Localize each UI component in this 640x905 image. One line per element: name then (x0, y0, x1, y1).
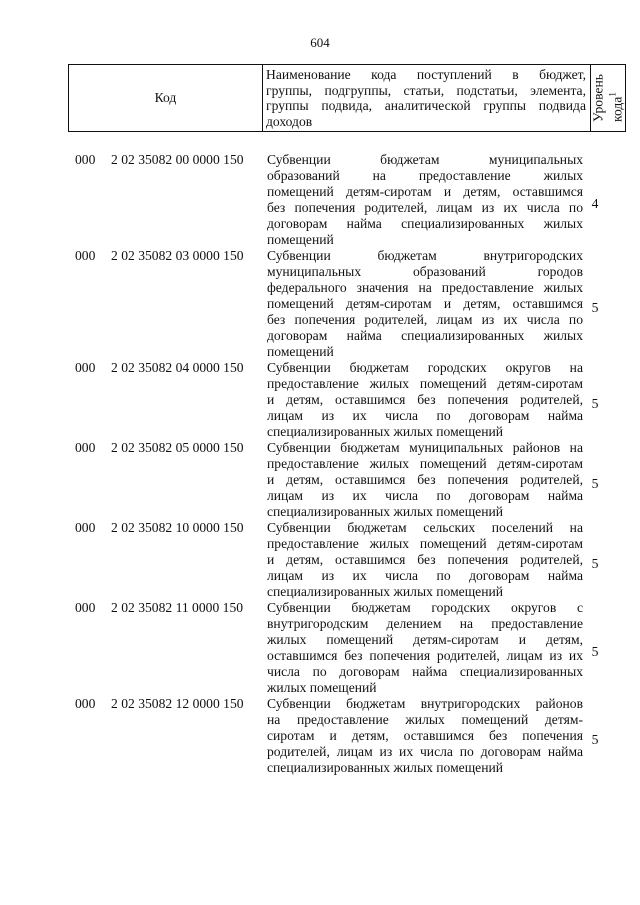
revenue-name-line: предоставление жилых помещений детям-сиротам (267, 456, 583, 471)
admin-code: 000 (75, 152, 96, 167)
admin-code: 000 (75, 520, 96, 535)
page-number: 604 (310, 35, 330, 50)
revenue-name-line: Субвенции бюджетам муниципальных районов на (267, 440, 583, 455)
admin-code: 000 (75, 696, 96, 711)
revenue-name-line: и детям, оставшимся без попечения родителей, (267, 472, 583, 487)
header-level-line1: Уровень (590, 74, 606, 123)
header-name-line: группы подвида, аналитической группы подвида (266, 98, 586, 114)
admin-code: 000 (75, 360, 96, 375)
header-level-line2: кода$^1$ (607, 92, 625, 123)
revenue-name-line: помещений (267, 232, 334, 247)
revenue-name-line: Субвенции бюджетам внутригородских (267, 248, 583, 263)
code-level: 5 (591, 732, 599, 747)
code-level: 5 (591, 476, 599, 491)
revenue-name (267, 152, 583, 248)
header-name-cell (263, 65, 591, 132)
revenue-name-line: специализированных жилых помещений (267, 760, 504, 775)
revenue-name-line: договорам найма специализированных жилых (267, 216, 583, 231)
admin-code: 000 (75, 600, 96, 615)
revenue-name-line: помещений детям-сиротам и детям, оставшимся (267, 296, 583, 311)
code-level: 4 (591, 196, 599, 211)
code-level: 5 (591, 300, 599, 315)
revenue-name-line: лицам из их числа по договорам найма (267, 568, 583, 583)
revenue-name-line: сиротам и детям, оставшимся без попечения (267, 728, 583, 743)
table-row (75, 520, 615, 600)
table-header (68, 64, 626, 132)
header-level-footnote: 1 (607, 92, 618, 97)
revenue-name (267, 360, 583, 440)
revenue-name-line: лицам из их числа по договорам найма (267, 408, 583, 423)
table-row (75, 248, 615, 360)
revenue-code: 2 02 35082 04 0000 150 (111, 360, 244, 375)
revenue-code: 2 02 35082 05 0000 150 (111, 440, 244, 455)
code-level: 5 (591, 396, 599, 411)
revenue-name-line: специализированных жилых помещений (267, 504, 504, 519)
revenue-name-line: помещений детям-сиротам и детям, оставшимся (267, 184, 583, 199)
revenue-name-line: специализированных жилых помещений (267, 584, 504, 599)
revenue-name (267, 600, 583, 696)
revenue-code: 2 02 35082 12 0000 150 (111, 696, 244, 711)
revenue-name-line: предоставление жилых помещений детям-сиротам (267, 536, 583, 551)
revenue-name-line: и детям, оставшимся без попечения родителей, (267, 552, 583, 567)
revenue-code: 2 02 35082 11 0000 150 (111, 600, 244, 615)
revenue-name-line: Субвенции бюджетам муниципальных (267, 152, 583, 167)
header-code-cell: Код (69, 65, 263, 132)
revenue-name (267, 520, 583, 600)
table-row (75, 696, 615, 776)
revenue-name-line: договорам найма специализированных жилых (267, 328, 583, 343)
header-name-line: Наименование кода поступлений в бюджет, (266, 67, 586, 82)
table-row (75, 440, 615, 520)
admin-code: 000 (75, 440, 96, 455)
revenue-name-line: образований на предоставление жилых (267, 168, 583, 183)
header-level-label (592, 74, 625, 122)
revenue-name-line: без попечения родителей, лицам из их числа по (267, 312, 583, 327)
revenue-name-line: помещений (267, 344, 334, 359)
revenue-name-line: Субвенции бюджетам городских округов с (267, 600, 583, 615)
revenue-name (267, 440, 583, 520)
revenue-name-line: Субвенции бюджетам внутригородских районов (267, 696, 583, 711)
revenue-name-line: жилых помещений детям-сиротам и детям, (267, 632, 583, 647)
table-row (75, 600, 615, 696)
table-row (75, 360, 615, 440)
revenue-name-line: Субвенции бюджетам городских округов на (267, 360, 583, 375)
revenue-name-line: муниципальных образований городов (267, 264, 583, 279)
code-level: 5 (591, 556, 599, 571)
revenue-name-line: специализированных жилых помещений (267, 424, 504, 439)
revenue-name (267, 696, 583, 776)
revenue-name-line: на предоставление жилых помещений детям- (267, 712, 583, 727)
revenue-name-line: предоставление жилых помещений детям-сиротам (267, 376, 583, 391)
admin-code: 000 (75, 248, 96, 263)
revenue-name-line: оставшимся без попечения родителей, лицам из их (267, 648, 583, 663)
revenue-name-line: родителей, лицам из их числа по договорам найма (267, 744, 583, 759)
revenue-code: 2 02 35082 03 0000 150 (111, 248, 244, 263)
code-level: 5 (591, 644, 599, 659)
revenue-name-line: лицам из их числа по договорам найма (267, 488, 583, 503)
header-level-cell (591, 65, 626, 132)
revenue-code: 2 02 35082 10 0000 150 (111, 520, 244, 535)
revenue-name-line: Субвенции бюджетам сельских поселений на (267, 520, 583, 535)
revenue-name-line: без попечения родителей, лицам из их числа по (267, 200, 583, 215)
table-row (75, 152, 615, 248)
code-rows (75, 152, 615, 776)
revenue-code: 2 02 35082 00 0000 150 (111, 152, 244, 167)
revenue-name-line: внутригородским делением на предоставление (267, 616, 583, 631)
revenue-name-line: числа по договорам найма специализированных (267, 664, 583, 679)
revenue-name-line: и детям, оставшимся без попечения родителей, (267, 392, 583, 407)
header-name-line: группы, подгруппы, статьи, подстатьи, элемента, (266, 82, 586, 98)
revenue-name-line: жилых помещений (267, 680, 377, 695)
revenue-name-line: федерального значения на предоставление жилых (267, 280, 583, 295)
header-name-line: доходов (266, 113, 313, 129)
revenue-name (267, 248, 583, 360)
